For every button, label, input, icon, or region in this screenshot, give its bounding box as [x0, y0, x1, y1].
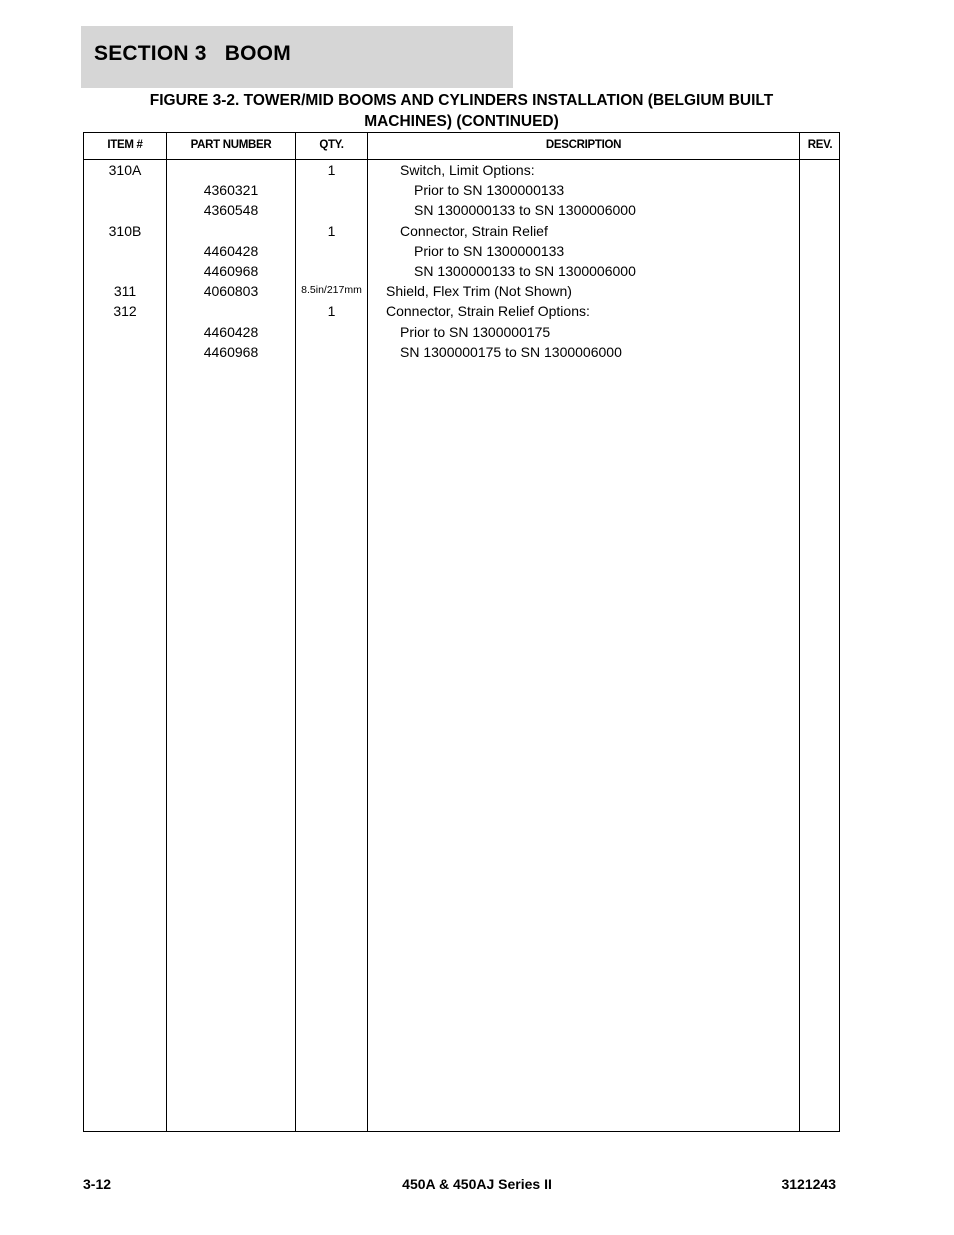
- description-cell: SN 1300000133 to SN 1300006000: [414, 202, 636, 219]
- description-cell: Switch, Limit Options:: [400, 162, 535, 178]
- part-number-cell: 4460968: [203, 263, 259, 279]
- table-row: [84, 322, 839, 342]
- header-rev: REV.: [807, 139, 833, 151]
- qty-cell: 1: [327, 162, 336, 178]
- part-number-cell: 4360321: [203, 182, 259, 199]
- description-cell: Connector, Strain Relief: [400, 222, 548, 239]
- description-cell: Shield, Flex Trim (Not Shown): [386, 283, 572, 300]
- qty-cell: 1: [327, 222, 336, 239]
- qty-cell: 8.5in/217mm: [301, 284, 362, 297]
- part-number-cell: 4360548: [203, 202, 259, 219]
- section-title: SECTION 3 BOOM: [94, 42, 291, 65]
- figure-title-line-2: MACHINES) (CONTINUED): [364, 113, 559, 130]
- header-part-number: PART NUMBER: [190, 139, 272, 151]
- description-cell: SN 1300000175 to SN 1300006000: [400, 343, 622, 360]
- page-number: 3-12: [83, 1176, 112, 1192]
- description-cell: Prior to SN 1300000175: [400, 323, 551, 340]
- parts-table: [83, 132, 840, 1132]
- part-number-cell: 4460428: [203, 323, 259, 340]
- item-cell: 312: [113, 303, 137, 320]
- table-row: [84, 221, 839, 241]
- description-cell: Prior to SN 1300000133: [414, 182, 565, 199]
- item-cell: 310A: [108, 162, 142, 178]
- description-cell: SN 1300000133 to SN 1300006000: [414, 263, 636, 279]
- header-description: DESCRIPTION: [545, 139, 622, 151]
- part-number-cell: 4460428: [203, 242, 259, 259]
- table-row: [84, 301, 839, 321]
- item-cell: 311: [113, 283, 137, 300]
- table-row: [84, 281, 839, 301]
- table-row: [84, 241, 839, 261]
- table-row: [84, 180, 839, 200]
- part-number-cell: 4060803: [203, 283, 259, 300]
- description-cell: Connector, Strain Relief Options:: [386, 303, 590, 320]
- section-banner: [81, 26, 513, 88]
- table-row: [84, 261, 839, 281]
- table-row: [84, 342, 839, 362]
- item-cell: 310B: [108, 222, 142, 239]
- header-item: ITEM #: [107, 139, 143, 151]
- header-qty: QTY.: [319, 139, 344, 151]
- figure-title-line-1: FIGURE 3-2. TOWER/MID BOOMS AND CYLINDERS INSTALLATION (BELGIUM BUILT: [149, 92, 774, 109]
- table-row: [84, 160, 839, 180]
- part-number-cell: 4460968: [203, 343, 259, 360]
- document-number: 3121243: [781, 1176, 836, 1192]
- description-cell: Prior to SN 1300000133: [414, 242, 565, 259]
- table-row: [84, 200, 839, 220]
- qty-cell: 1: [327, 303, 336, 320]
- figure-title: [83, 90, 840, 132]
- model-name: 450A & 450AJ Series II: [402, 1176, 552, 1192]
